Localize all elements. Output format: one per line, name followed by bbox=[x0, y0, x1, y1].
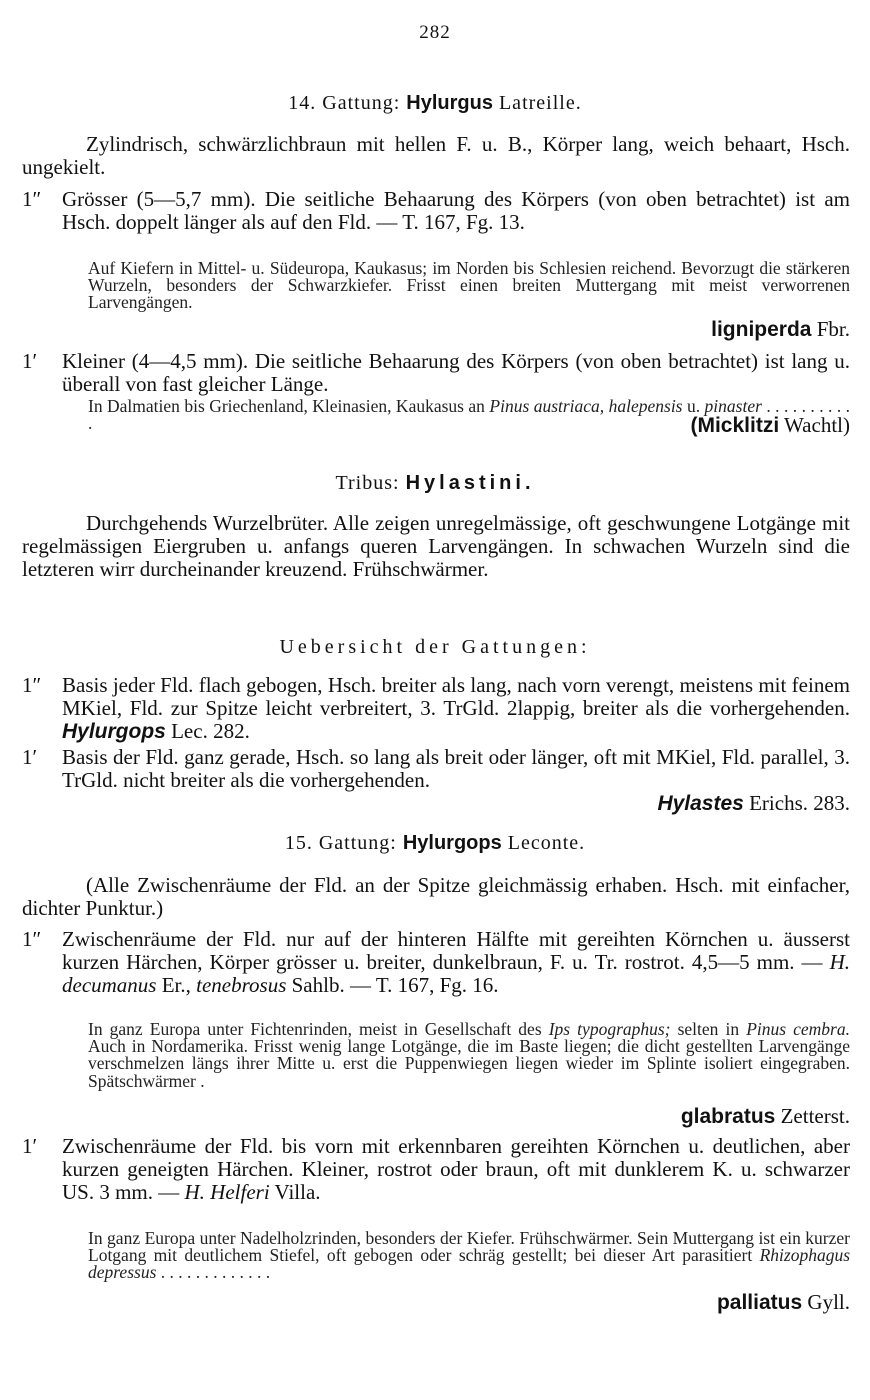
genus-14-key-1-note: Auf Kiefern in Mittel- u. Südeuropa, Kaukasus; im Norden bis Schlesien reichend. Bevorzugt die stärkeren Wurzeln, besonders der Schwarzkiefer. Frisst einen breiten Muttergang mit meist verworrenen Larvengängen. bbox=[88, 258, 850, 313]
genus-14-key-1 bbox=[22, 188, 850, 234]
key-text: Zwischenräume der Fld. bis vorn mit erkennbaren gereihten Körnchen u. deutlichen, aber kurzen geneigten Härchen. Kleiner, rostrot oder braun, oft mit dunklerem K. u. schwarzer US. 3 mm. — bbox=[62, 1134, 850, 1204]
host-name: Rhizophagus depressus bbox=[88, 1245, 851, 1283]
synonym-name: tenebrosus bbox=[196, 973, 287, 997]
tribus-name: Hylastini. bbox=[405, 472, 535, 494]
page-number: 282 bbox=[419, 22, 451, 43]
genus-15-description: (Alle Zwischenräume der Fld. an der Spitze gleichmässig erhaben. Hsch. mit einfacher, dichter Punktur.) bbox=[22, 873, 850, 920]
genus-15-key-2: 1′ Zwischenräume der Fld. bis vorn mit erkennbaren gereihten Körnchen u. deutlichen, aber kurzen geneigten Härchen. Kleiner, rostrot oder braun, oft mit dunklerem K. u. schwarzer US. 3 mm. — H. Helferi Villa. bbox=[22, 1134, 850, 1204]
key-number: 1″ bbox=[22, 927, 42, 951]
genus-14-name: Hylurgus bbox=[406, 92, 493, 114]
genus-14-key-2 bbox=[22, 350, 850, 396]
synonym-name: H. decumanus bbox=[62, 950, 850, 997]
key-text: Grösser (5—5,7 mm). Die seitliche Behaarung des Körpers (von oben betrachtet) ist am Hsch. doppelt länger als auf den Fld. — T. 167, Fg. 13. bbox=[62, 187, 850, 234]
overview-key-2 bbox=[22, 746, 850, 792]
genus-15-name: Hylurgops bbox=[402, 832, 502, 854]
overview-title: Uebersicht der Gattungen: bbox=[279, 636, 591, 658]
genus-15-author: Leconte. bbox=[507, 832, 586, 854]
host-name: Pinus cembra. bbox=[746, 1019, 850, 1039]
species-name: (Micklitzi bbox=[690, 414, 780, 437]
genus-14-key-1-species bbox=[22, 318, 850, 341]
genus-15-heading bbox=[0, 832, 870, 855]
genus-15-key-2-note: In ganz Europa unter Nadelholzrinden, besonders der Kiefer. Frühschwärmer. Sein Muttergang ist ein kurzer Lotgang mit deutlichem Stiefel, oft gebogen oder schräg gestellt; bei dieser Art parasitiert Rhizophagus depressus . . . . . . . . . . . . . bbox=[88, 1228, 851, 1283]
genus-14-key-2-note: In Dalmatien bis Griechenland, Kleinasien, Kaukasus an Pinus austriaca, halepensis u. pinaster . . . . . . . . . . . bbox=[88, 396, 851, 434]
host-name: pinaster bbox=[704, 396, 762, 416]
key-number: 1″ bbox=[22, 187, 42, 211]
genus-14-description: Zylindrisch, schwärzlichbraun mit hellen F. u. B., Körper lang, weich behaart, Hsch. ungekielt. bbox=[22, 132, 850, 179]
key-text: Basis jeder Fld. flach gebogen, Hsch. breiter als lang, nach vorn verengt, meistens mit feinem MKiel, Fld. zur Spitze leicht verbreitert, 3. TrGld. 2lappig, breiter als die vorhergehenden. bbox=[62, 673, 850, 720]
genus-15-label: 15. Gattung: bbox=[284, 832, 397, 854]
species-author: Wachtl) bbox=[784, 413, 850, 437]
key-number: 1′ bbox=[22, 1134, 38, 1158]
genus-14-label: 14. Gattung: bbox=[288, 92, 401, 114]
key-text: Basis der Fld. ganz gerade, Hsch. so lang als breit oder länger, oft mit MKiel, Fld. parallel, 3. TrGld. nicht breiter als die vorhergehenden. bbox=[62, 745, 850, 792]
genus-15-key-1: 1″ Zwischenräume der Fld. nur auf der hinteren Hälfte mit gereihten Körnchen u. äusserst kurzen Härchen, Körper grösser u. breiter, dunkelbraun, F. u. Tr. rostrot. 4,5—5 mm. — H. decumanus Er., tenebrosus Sahlb. — T. 167, Fg. 16. bbox=[22, 927, 850, 997]
species-name: palliatus bbox=[716, 1291, 803, 1314]
species-author: Gyll. bbox=[807, 1290, 850, 1314]
key-number: 1′ bbox=[22, 745, 38, 769]
species-name: glabratus bbox=[680, 1105, 776, 1128]
genus-14-key-2-species bbox=[22, 414, 850, 437]
synonym-name: H. Helferi bbox=[184, 1180, 270, 1204]
overview-key-2-genus bbox=[22, 792, 850, 815]
genus-ref: Erichs. 283. bbox=[749, 791, 850, 815]
overview-key-1 bbox=[22, 674, 850, 743]
host-name: Ips typographus; bbox=[548, 1019, 671, 1039]
tribus-label: Tribus: bbox=[335, 472, 400, 494]
genus-15-key-2-species bbox=[22, 1291, 850, 1314]
key-text: Kleiner (4—4,5 mm). Die seitliche Behaarung des Körpers (von oben betrachtet) ist lang u. überall von fast gleicher Länge. bbox=[62, 349, 850, 396]
genus-14-author: Latreille. bbox=[498, 92, 582, 114]
key-number: 1″ bbox=[22, 673, 42, 697]
host-name: Pinus austriaca, halepensis bbox=[489, 396, 683, 416]
tribus-description: Durchgehends Wurzelbrüter. Alle zeigen unregelmässige, oft geschwungene Lotgänge mit regelmässigen Eiergruben u. anfangs queren Larvengängen. In schwachen Wurzeln sind die letzteren wirr durcheinander kreuzend. Frühschwärmer. bbox=[22, 511, 850, 581]
tribus-heading bbox=[0, 472, 870, 495]
genus-14-heading bbox=[0, 92, 870, 115]
species-author: Zetterst. bbox=[780, 1104, 850, 1128]
genus-name: Hylastes bbox=[657, 792, 744, 815]
genus-15-key-1-note: In ganz Europa unter Fichtenrinden, meist in Gesellschaft des Ips typographus; selten in Pinus cembra. Auch in Nordamerika. Frisst wenig lange Lotgänge, die im Baste liegen; die dicht gestellten Larvengänge verschmelzen längs ihrer Mitte u. erst die Puppenwiegen liegen wieder im Splinte isoliert eingegraben. Spätschwärmer . bbox=[88, 1019, 850, 1091]
genus-name: Hylurgops bbox=[62, 720, 166, 743]
key-text: Zwischenräume der Fld. nur auf der hinteren Hälfte mit gereihten Körnchen u. äusserst kurzen Härchen, Körper grösser u. breiter, dunkelbraun, F. u. Tr. rostrot. 4,5—5 mm. — bbox=[62, 927, 850, 974]
genus-ref: Lec. 282. bbox=[171, 719, 250, 743]
species-author: Fbr. bbox=[816, 317, 850, 341]
key-number: 1′ bbox=[22, 349, 38, 373]
species-name: ligniperda bbox=[711, 318, 812, 341]
genus-15-key-1-species bbox=[22, 1105, 850, 1128]
